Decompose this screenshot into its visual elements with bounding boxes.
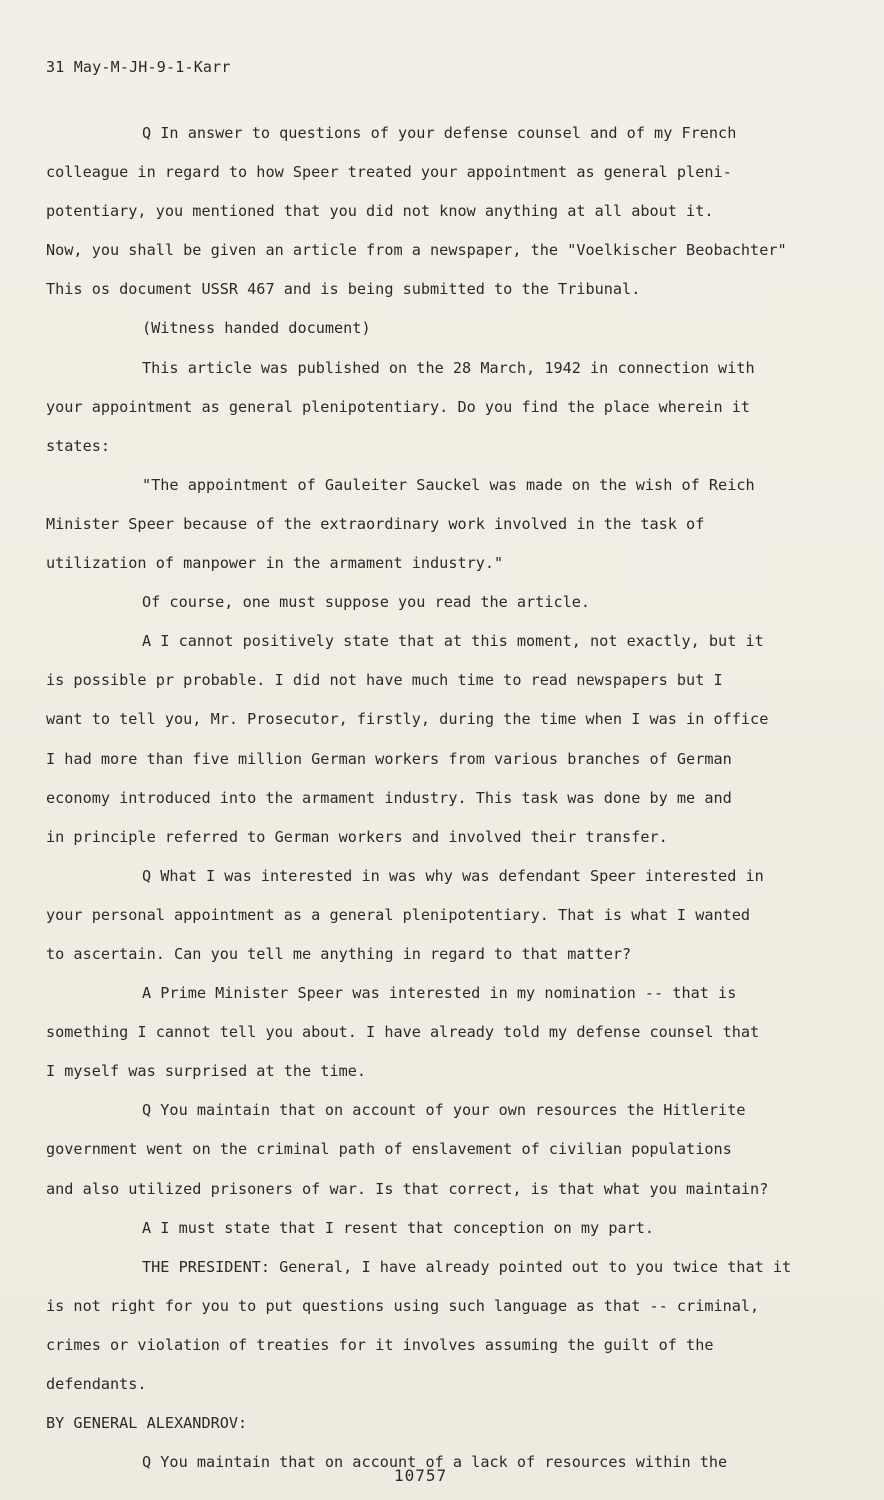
text-line: something I cannot tell you about. I have already told my defense counsel that	[46, 1023, 760, 1042]
text-line: BY GENERAL ALEXANDROV:	[46, 1414, 248, 1433]
text-line: Q In answer to questions of your defense counsel and of my French	[142, 124, 737, 142]
text-line: Of course, one must suppose you read the article.	[142, 593, 591, 612]
text-line: Q You maintain that on account of your own resources the Hitlerite	[142, 1101, 746, 1120]
text-line: economy introduced into the armament industry. This task was done by me and	[46, 788, 732, 807]
text-line: This article was published on the 28 March, 1942 in connection with	[142, 358, 755, 377]
document-reference: 31 May-M-JH-9-1-Karr	[46, 58, 231, 76]
page-number: 10757	[394, 1466, 448, 1485]
text-line: utilization of manpower in the armament industry."	[46, 554, 504, 573]
text-line: Minister Speer because of the extraordinary work involved in the task of	[46, 514, 705, 533]
text-line: colleague in regard to how Speer treated your appointment as general pleni-	[46, 163, 732, 182]
text-line: states:	[46, 436, 111, 455]
text-line: Q What I was interested in was why was defendant Speer interested in	[142, 866, 764, 885]
text-line: "The appointment of Gauleiter Sauckel was made on the wish of Reich	[142, 475, 755, 494]
text-line: I myself was surprised at the time.	[46, 1062, 367, 1081]
text-line: crimes or violation of treaties for it involves assuming the guilt of the	[46, 1335, 714, 1354]
text-line: I had more than five million German workers from various branches of German	[46, 749, 732, 768]
text-line: Q You maintain that on account of a lack of resources within the	[142, 1453, 728, 1472]
transcript-body	[46, 114, 816, 1482]
text-line: potentiary, you mentioned that you did not know anything at all about it.	[46, 202, 714, 221]
text-line: to ascertain. Can you tell me anything in regard to that matter?	[46, 944, 632, 963]
text-line: your personal appointment as a general plenipotentiary. That is what I wanted	[46, 905, 751, 924]
text-line: A I cannot positively state that at this moment, not exactly, but it	[142, 632, 764, 651]
text-line: defendants.	[46, 1375, 147, 1393]
text-line: your appointment as general plenipotentiary. Do you find the place wherein it	[46, 397, 751, 416]
text-line: A I must state that I resent that conception on my part.	[142, 1218, 655, 1237]
text-line: is not right for you to put questions using such language as that -- criminal,	[46, 1296, 760, 1315]
text-line: (Witness handed document)	[142, 319, 371, 338]
text-line: Now, you shall be given an article from a newspaper, the "Voelkischer Beobachter"	[46, 241, 787, 260]
text-line: is possible pr probable. I did not have much time to read newspapers but I	[46, 671, 723, 690]
text-line: THE PRESIDENT: General, I have already pointed out to you twice that it	[142, 1257, 792, 1276]
text-line: want to tell you, Mr. Prosecutor, firstly, during the time when I was in office	[46, 710, 769, 729]
text-line: A Prime Minister Speer was interested in my nomination -- that is	[142, 984, 737, 1003]
text-line: This os document USSR 467 and is being submitted to the Tribunal.	[46, 280, 641, 299]
text-line: government went on the criminal path of enslavement of civilian populations	[46, 1140, 732, 1159]
text-line: in principle referred to German workers and involved their transfer.	[46, 827, 668, 846]
text-line: and also utilized prisoners of war. Is that correct, is that what you maintain?	[46, 1179, 769, 1198]
